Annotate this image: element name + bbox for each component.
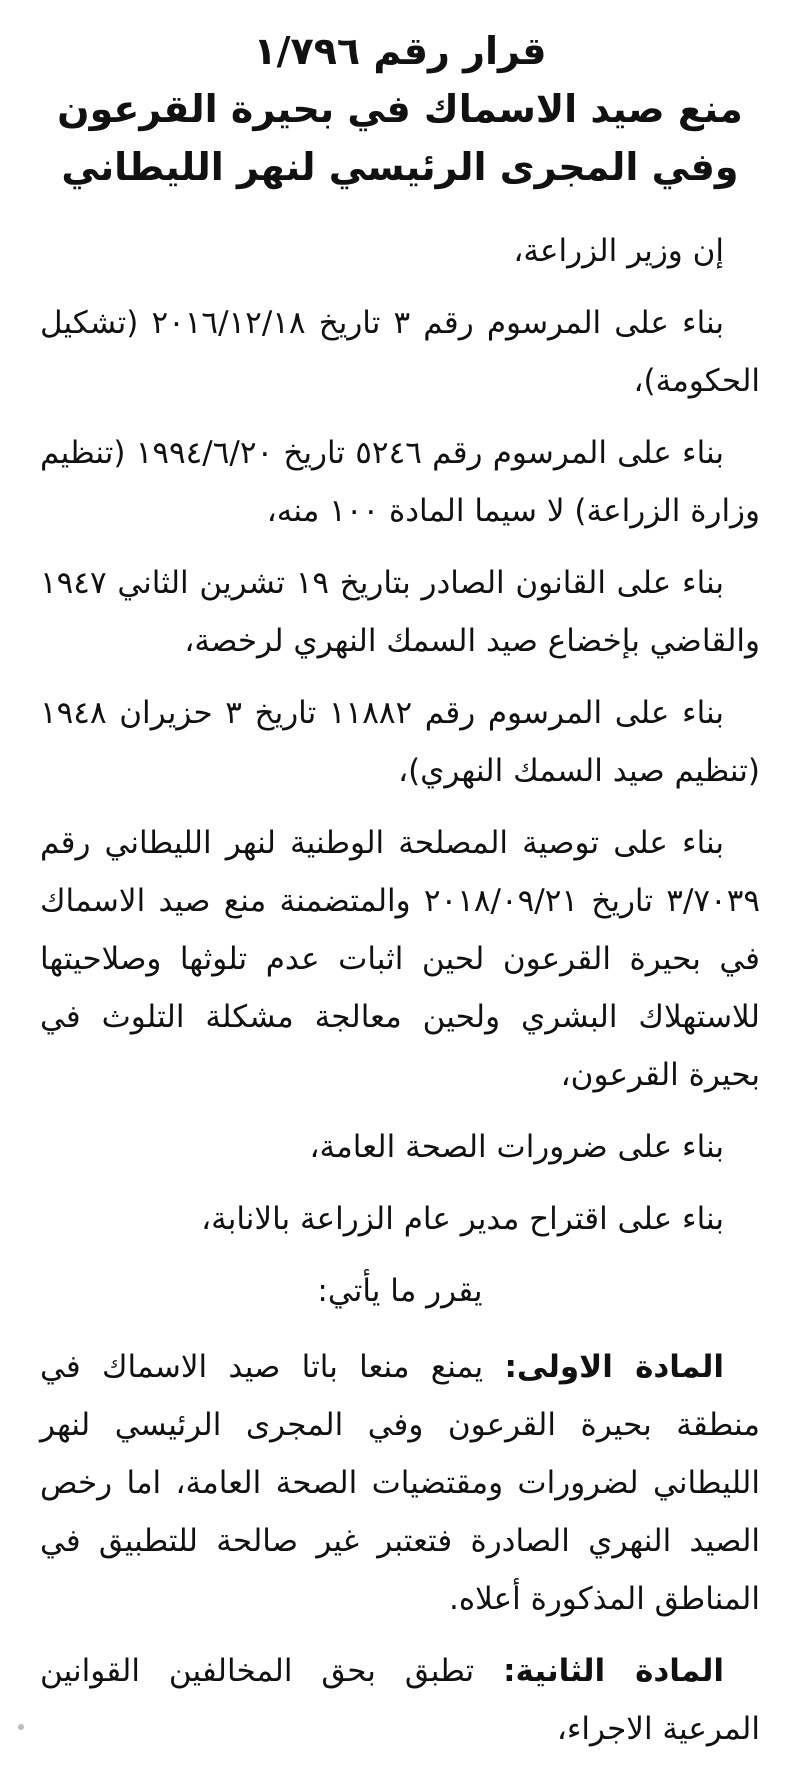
recital: بناء على المرسوم رقم ١١٨٨٢ تاريخ ٣ حزيران ١٩٤٨ (تنظيم صيد السمك النهري)،	[40, 695, 760, 789]
recital: بناء على القانون الصادر بتاريخ ١٩ تشرين الثاني ١٩٤٧ والقاضي بإخضاع صيد السمك النهري لرخصة،	[40, 565, 760, 659]
recital: بناء على المرسوم رقم ٣ تاريخ ٢٠١٦/١٢/١٨ (تشكيل الحكومة)،	[40, 305, 760, 399]
decides-heading: يقرر ما يأتي:	[317, 1273, 483, 1309]
decision-number: قرار رقم ١/٧٩٦	[253, 29, 547, 73]
decision-subject-line-2: وفي المجرى الرئيسي لنهر الليطاني	[61, 145, 739, 189]
article-1-title: المادة الاولى:	[504, 1349, 724, 1385]
document-header	[40, 22, 760, 196]
decision-subject-line-1: منع صيد الاسماك في بحيرة القرعون	[57, 87, 743, 131]
intro-line: إن وزير الزراعة،	[513, 233, 724, 269]
article-1	[40, 1338, 760, 1628]
recital: بناء على اقتراح مدير عام الزراعة بالانابة،	[201, 1201, 724, 1237]
recital: بناء على ضرورات الصحة العامة،	[309, 1129, 724, 1165]
article-2	[40, 1642, 760, 1758]
recital: بناء على توصية المصلحة الوطنية لنهر الليطاني رقم ٣/٧٠٣٩ تاريخ ٢٠١٨/٠٩/٢١ والمتضمنة منع صيد الاسماك في بحيرة القرعون لحين اثبات عدم تلوثها وصلاحيتها للاستهلاك البشري ولحين معالجة مشكلة التلوث في بحيرة القرعون،	[40, 825, 760, 1093]
article-1-text: يمنع منعا باتا صيد الاسماك في منطقة بحيرة القرعون وفي المجرى الرئيسي لنهر الليطاني لضرورات ومقتضيات الصحة العامة، اما رخص الصيد النهري الصادرة فتعتبر غير صالحة للتطبيق في المناطق المذكورة أعلاه.	[40, 1349, 760, 1617]
scan-speck	[18, 1724, 24, 1730]
recital: بناء على المرسوم رقم ٥٢٤٦ تاريخ ١٩٩٤/٦/٢٠ (تنظيم وزارة الزراعة) لا سيما المادة ١٠٠ منه،	[40, 435, 760, 529]
article-2-text: تطبق بحق المخالفين القوانين المرعية الاجراء،	[40, 1653, 760, 1747]
decision-document	[40, 22, 760, 1772]
article-2-title: المادة الثانية:	[503, 1653, 724, 1689]
